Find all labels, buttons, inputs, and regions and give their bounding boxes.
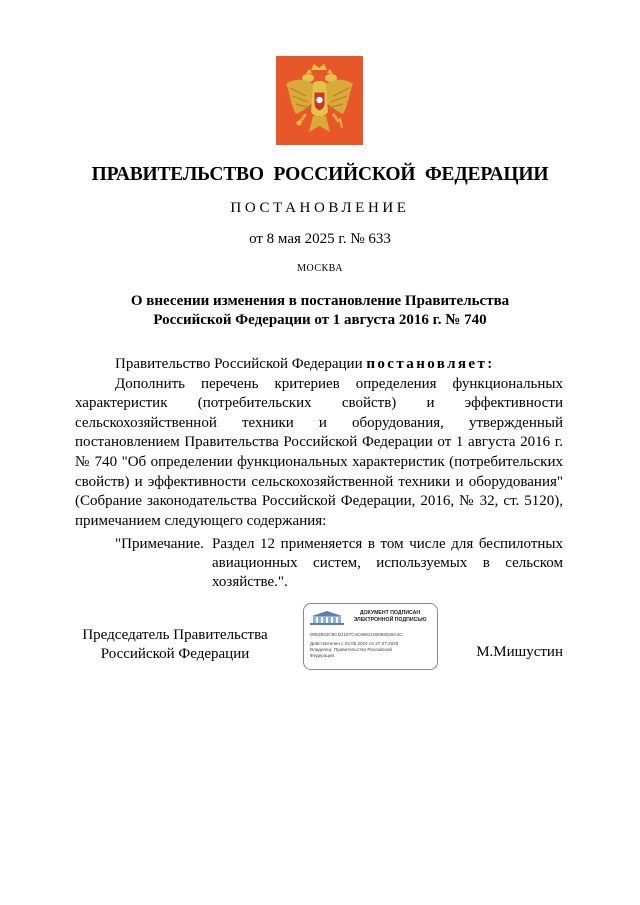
signer-position bbox=[75, 626, 275, 664]
decree-intro bbox=[75, 355, 563, 375]
decree-paragraph: Дополнить перечень критериев определения функциональных характеристик (потребительских свойств) и эффективности сельскохозяйственной техники и оборудования, утвержденный постановлением Правительства Российской Федерации от 1 августа 2016 г. № 740 "Об определении функциональных характеристик (потребительских свойств) и эффективности сельскохозяйственной техники и оборудования" (Собрание законодательства Российской Федерации, 2016, № 32, ст. 5120), примечанием следующего содержания: bbox=[75, 375, 563, 529]
stamp-header-line-2: ЭЛЕКТРОННОЙ ПОДПИСЬЮ bbox=[353, 616, 427, 623]
document-title-line-2: Российской Федерации от 1 августа 2016 г. № 740 bbox=[153, 312, 487, 328]
stamp-owner-line-2: Федерации bbox=[310, 653, 335, 658]
stamp-header-line-1: ДОКУМЕНТ ПОДПИСАН bbox=[359, 610, 421, 616]
government-building-icon bbox=[309, 610, 345, 626]
signer-position-line-1: Председатель Правительства bbox=[82, 627, 268, 643]
decree-intro-text: Правительство Российской Федерации bbox=[115, 356, 367, 372]
document-body bbox=[75, 355, 563, 531]
document-title-line-1: О внесении изменения в постановление Правительства bbox=[130, 293, 510, 309]
decree-word: постановляет: bbox=[366, 356, 495, 372]
document-type: ПОСТАНОВЛЕНИЕ bbox=[230, 200, 410, 216]
note-label: "Примечание. bbox=[115, 536, 204, 552]
document-title bbox=[60, 292, 580, 330]
government-title: ПРАВИТЕЛЬСТВО РОССИЙСКОЙ ФЕДЕРАЦИИ bbox=[91, 164, 549, 185]
stamp-validity: Действителен с 03.05.2024 по 27.07.2025 bbox=[310, 641, 399, 646]
russian-coat-of-arms-icon bbox=[276, 56, 363, 145]
stamp-header bbox=[344, 610, 436, 623]
city-label: МОСКВА bbox=[297, 263, 343, 274]
electronic-signature-stamp bbox=[303, 603, 438, 670]
note-text: Раздел 12 применяется в том числе для беспилотных авиационных систем, используемых в сельском хозяйстве.". bbox=[212, 536, 563, 590]
signer-position-line-2: Российской Федерации bbox=[100, 646, 250, 662]
document-date-number: от 8 мая 2025 г. № 633 bbox=[249, 231, 391, 247]
stamp-certificate: 00E3632C6CD2197C4C9692100069028A4C bbox=[310, 632, 403, 637]
stamp-owner-line-1: Владелец: Правительство Российской bbox=[310, 647, 392, 652]
signer-name: М.Мишустин bbox=[476, 644, 563, 660]
